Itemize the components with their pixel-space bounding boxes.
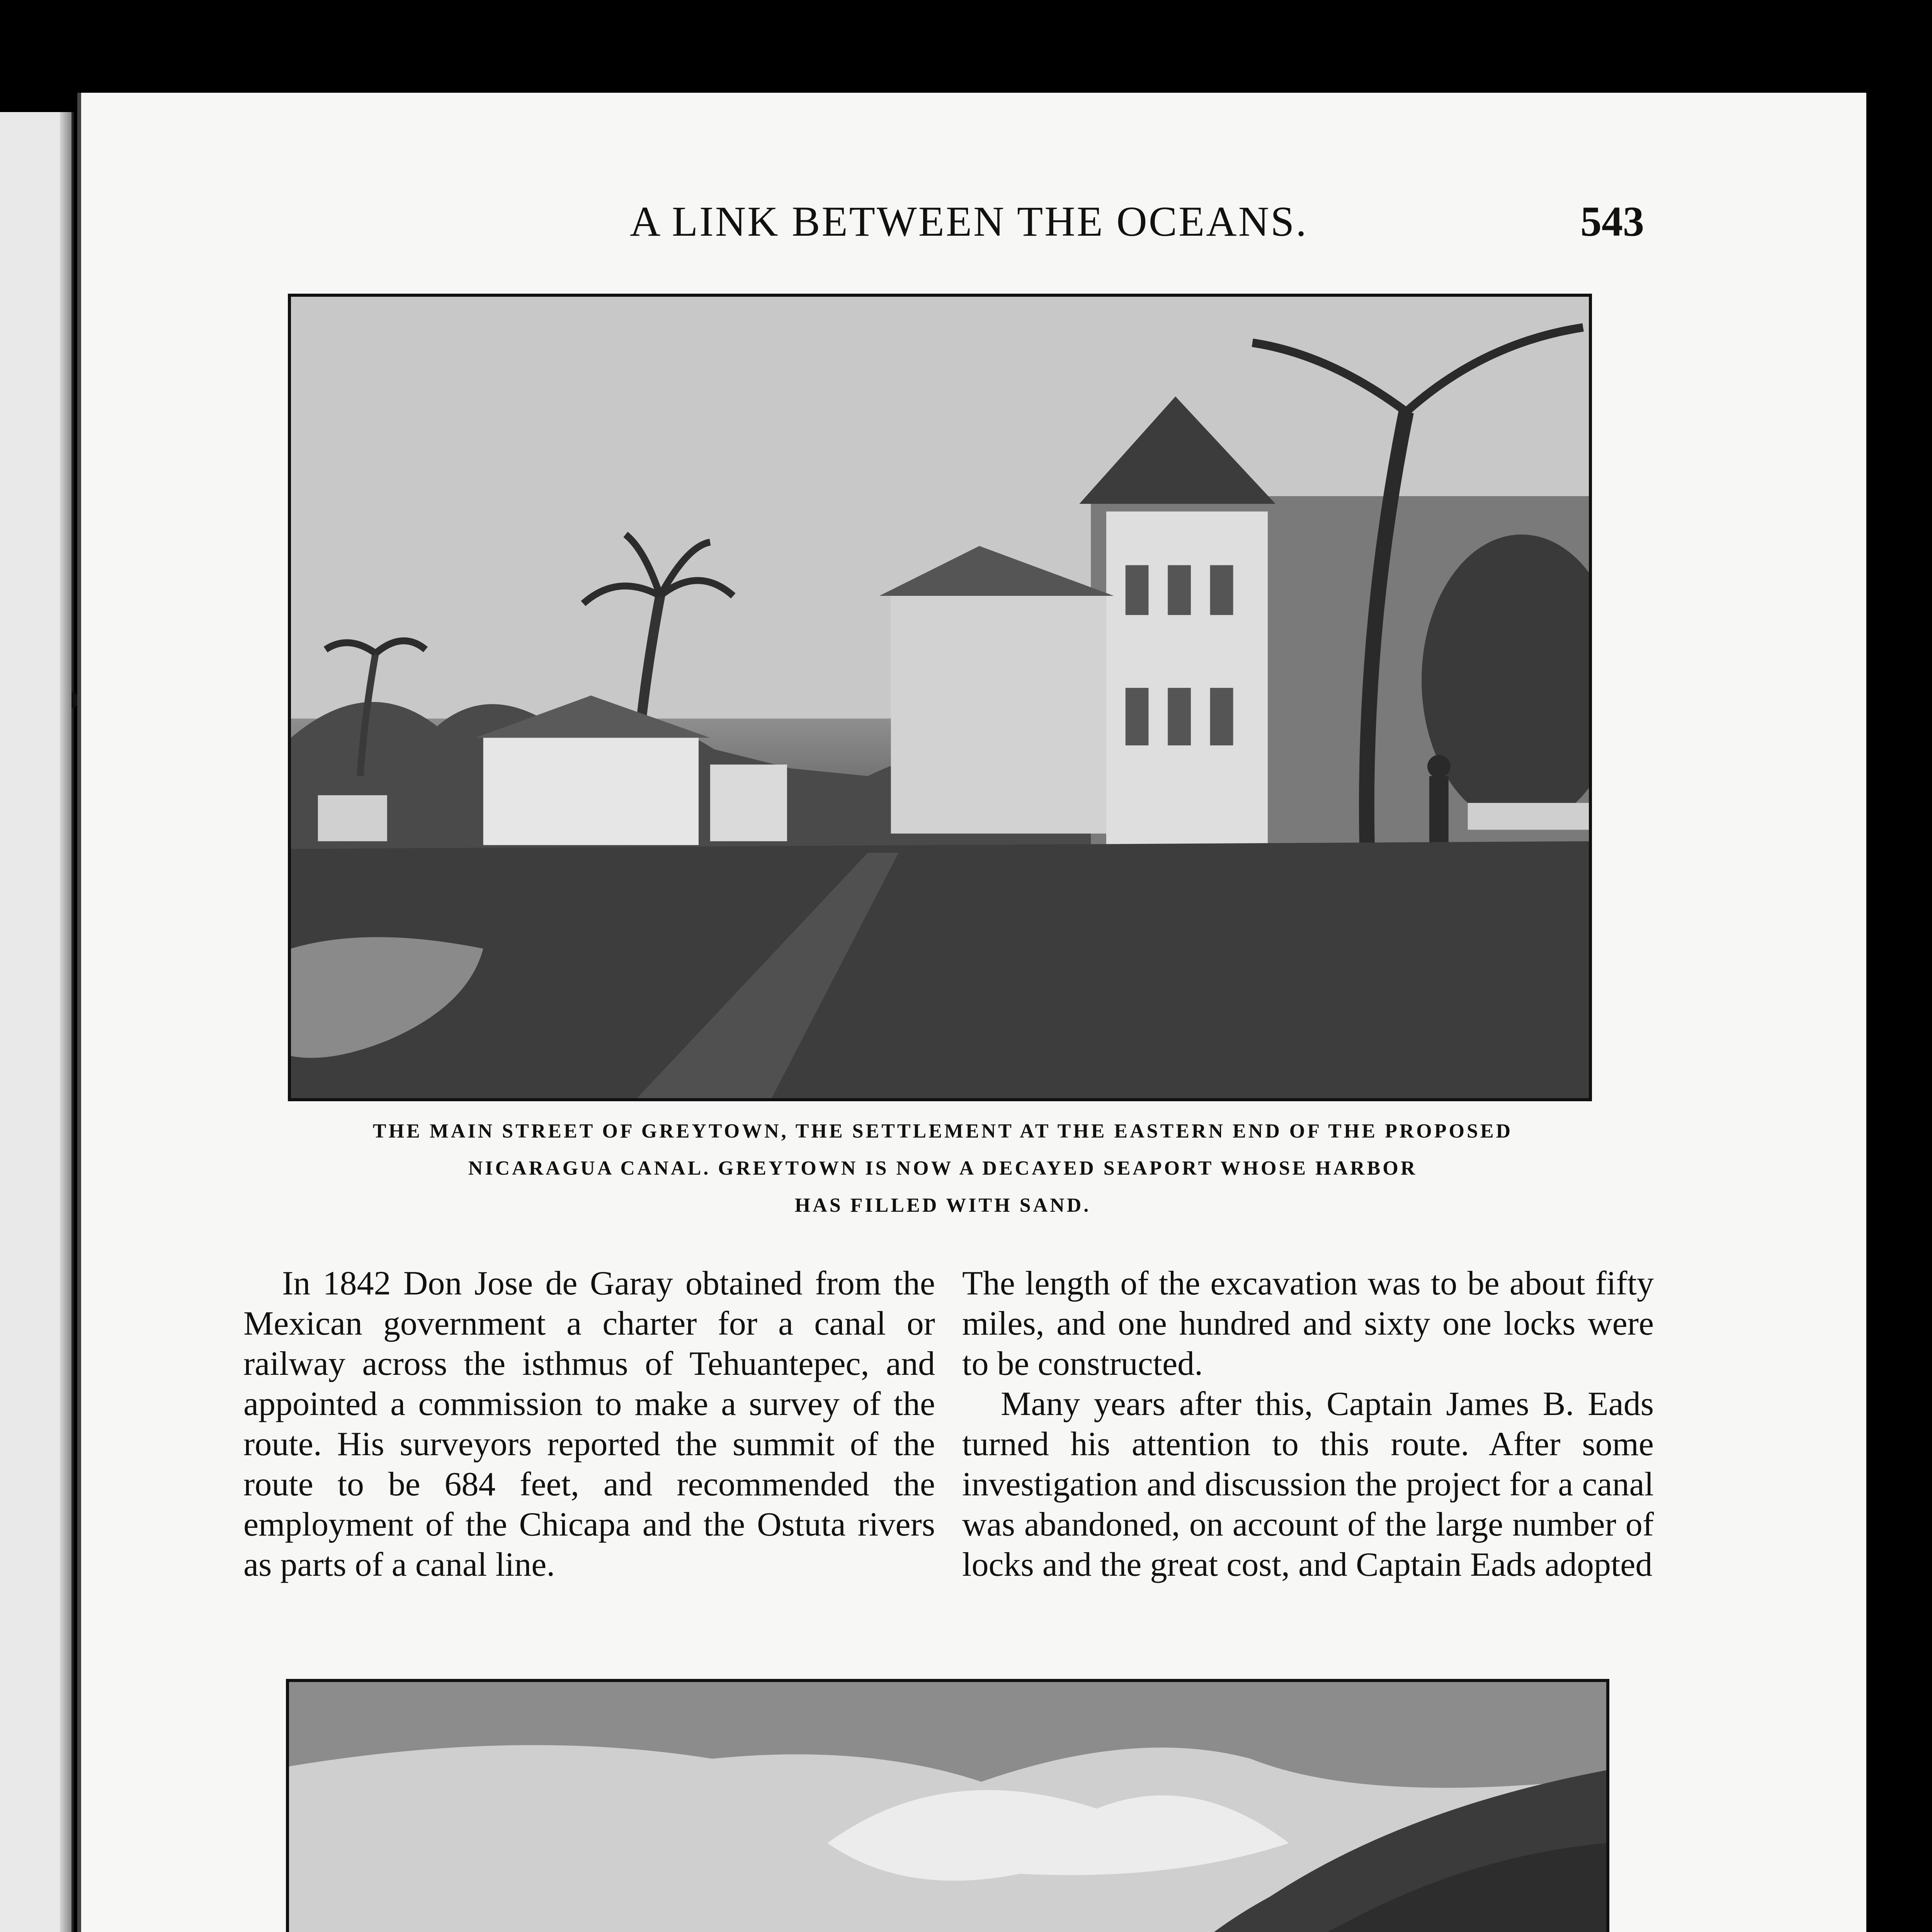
article-left-column bbox=[243, 1264, 935, 1585]
greytown-photo-caption bbox=[232, 1113, 1654, 1224]
running-header-title: A LINK BETWEEN THE OCEANS. bbox=[630, 198, 1308, 245]
greytown-street-photo bbox=[288, 294, 1592, 1101]
caption-line: THE MAIN STREET OF GREYTOWN, THE SETTLEMENT AT THE EASTERN END OF THE PROPOSED bbox=[372, 1120, 1513, 1142]
greytown-street-illustration bbox=[291, 297, 1589, 1098]
article-paragraph: In 1842 Don Jose de Garay obtained from the Mexican government a charter for a canal or railway across the isthmus of Tehuantepec, and appointed a commission to make a survey of the route. His surveyors reported the summit of the route to be 684 feet, and recommended the employment of the Chicapa and the Ostuta rivers as parts of a canal line. bbox=[243, 1265, 935, 1583]
caption-line: HAS FILLED WITH SAND. bbox=[794, 1194, 1091, 1216]
facing-page-edge bbox=[0, 112, 74, 1932]
article-right-column bbox=[962, 1264, 1654, 1585]
article-paragraph: Many years after this, Captain James B. Eads turned his attention to this route. After some investigation and discussion the project for a canal was abandoned, on account of the large number of locks and the great cost, and Captain Eads adopted bbox=[962, 1385, 1654, 1583]
caption-line: NICARAGUA CANAL. GREYTOWN IS NOW A DECAYED SEAPORT WHOSE HARBOR bbox=[468, 1157, 1418, 1179]
article-paragraph: The length of the excavation was to be about fifty miles, and one hundred and sixty one locks were to be constructed. bbox=[962, 1265, 1654, 1383]
page-number: 543 bbox=[1580, 198, 1644, 245]
brito-coast-drawing bbox=[289, 1682, 1606, 1932]
brito-coast-illustration bbox=[286, 1679, 1609, 1932]
binding-hole-mark bbox=[62, 692, 79, 709]
